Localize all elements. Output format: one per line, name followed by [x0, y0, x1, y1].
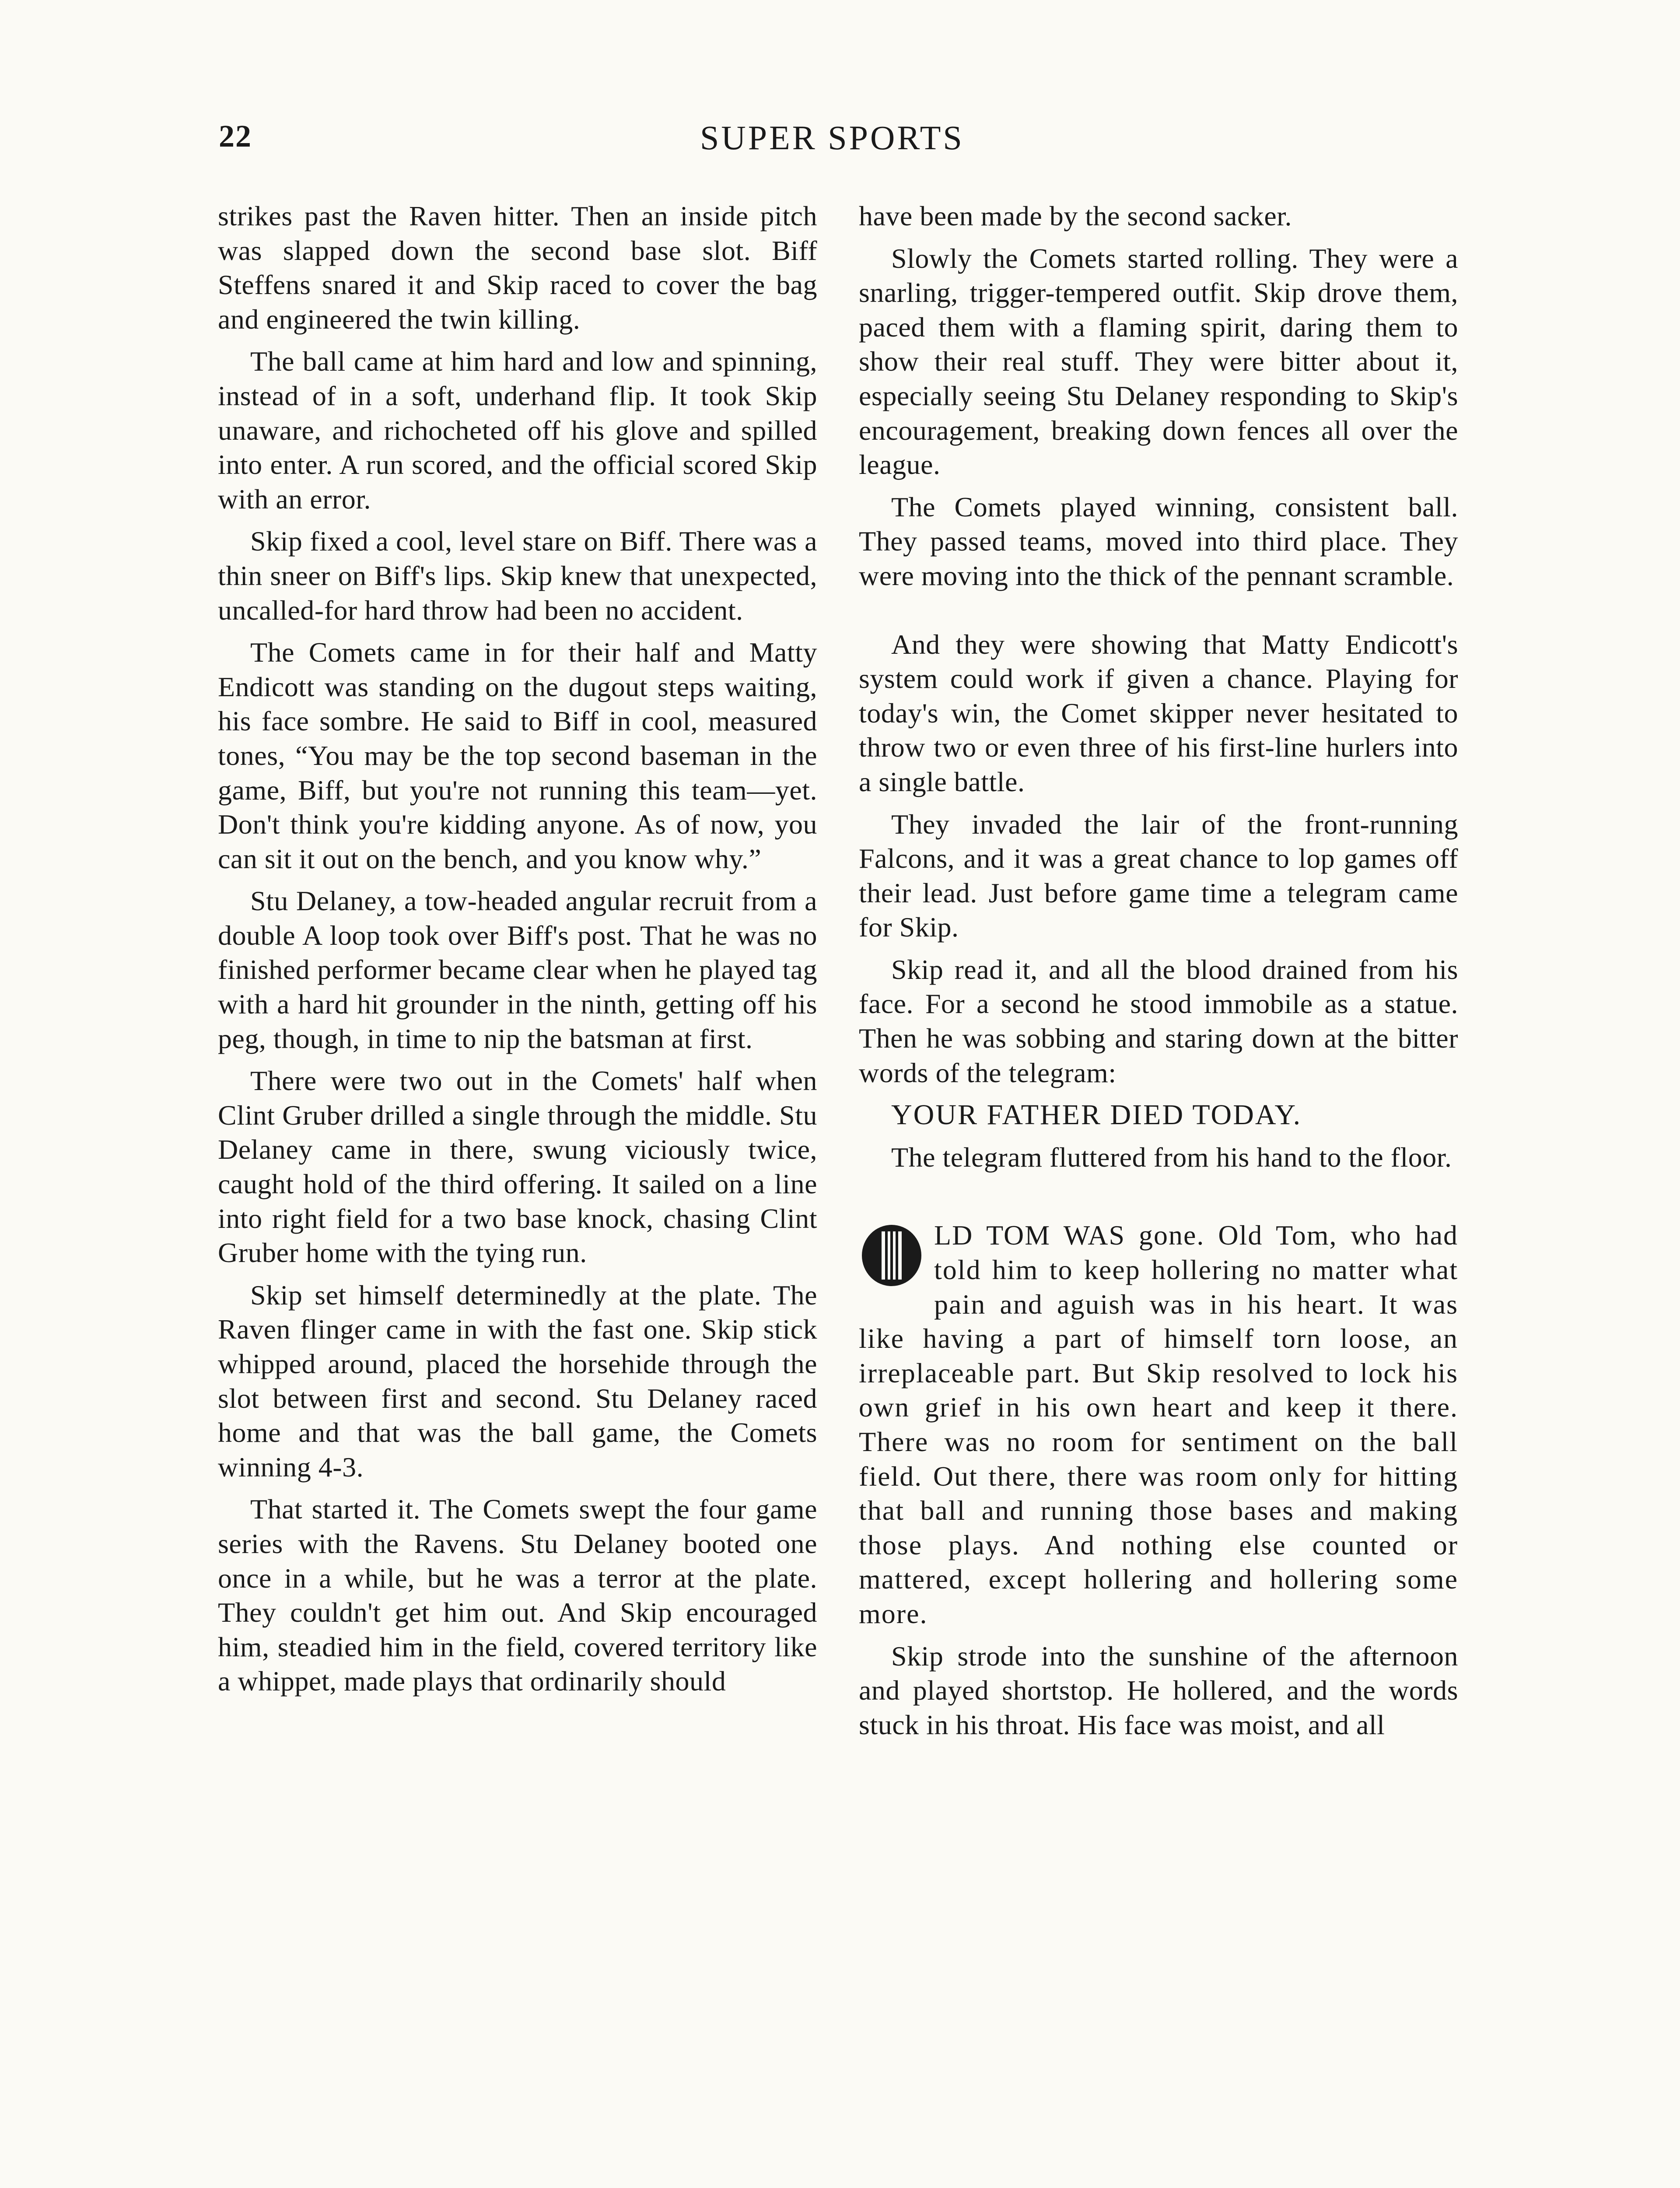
paragraph: The ball came at him hard and low and spinning, instead of in a soft, underhand flip. It took Skip unaware, and richocheted off his glove and spilled into enter. A run scored, and the official scored Skip with an error.	[218, 346, 817, 515]
magazine-title: SUPER SPORTS	[700, 119, 964, 157]
paragraph: And they were showing that Matty Endicott's system could work if given a chance. Playing for today's win, the Comet skipper never hesitated to throw two or even three of his first-line hurlers into a single battle.	[859, 628, 1458, 797]
paragraph: have been made by the second sacker.	[859, 200, 1292, 231]
paragraph: Skip strode into the sunshine of the afternoon and played shortstop. He hollered, and the words stuck in his throat. His face was moist, and all	[859, 1640, 1458, 1740]
paragraph: The Comets came in for their half and Matty Endicott was standing on the dugout steps waiting, his face sombre. He said to Biff in cool, measured tones, “You may be the top second baseman in the game, Biff, but you're not running this team—yet. Don't think you're kidding anyone. As of now, you can sit it out on the bench, and you know why.”	[218, 637, 817, 874]
left-column	[218, 199, 817, 1707]
paragraph: The Comets played winning, consistent ball. They passed teams, moved into third place. They were moving into the thick of the pennant scramble.	[859, 491, 1458, 591]
paragraph: Skip set himself determinedly at the plate. The Raven flinger came in with the fast one. Skip stick whipped around, placed the horsehide through the slot between first and second. Stu Delaney raced home and that was the ball game, the Comets winning 4-3.	[218, 1279, 817, 1483]
running-header	[219, 118, 1461, 166]
paragraph: Skip read it, and all the blood drained from his face. For a second he stood immobile as a statue. Then he was sobbing and staring down at the bitter words of the telegram:	[859, 954, 1458, 1088]
paragraph: There were two out in the Comets' half when Clint Gruber drilled a single through the middle. Stu Delaney came in there, swung viciously twice, caught hold of the third offering. It sailed on a line into right field for a two base knock, chasing Clint Gruber home with the tying run.	[218, 1065, 817, 1269]
paragraph: That started it. The Comets swept the four game series with the Ravens. Stu Delaney booted one once in a while, but he was a terror at the plate. They couldn't get him out. And Skip encouraged him, steadied him in the field, covered territory like a whippet, made plays that ordinarily should	[218, 1494, 817, 1697]
drop-cap-icon	[859, 1223, 924, 1288]
paragraph: Skip fixed a cool, level stare on Biff. There was a thin sneer on Biff's lips. Skip knew that unexpected, uncalled-for hard throw had been no accident.	[218, 526, 817, 626]
paragraph: Slowly the Comets started rolling. They were a snarling, trigger-tempered outfit. Skip drove them, paced them with a flaming spirit, daring them to show their real stuff. They were bitter about it, especially seeing Stu Delaney responding to Skip's encouragement, breaking down fences all over the league.	[859, 242, 1458, 480]
telegram-text: YOUR FATHER DIED TODAY.	[891, 1099, 1302, 1131]
paragraph: They invaded the lair of the front-running Falcons, and it was a great chance to lop games off their lead. Just before game time a telegram came for Skip.	[859, 808, 1458, 943]
drop-cap-paragraph-text: LD TOM WAS gone. Old Tom, who had told him to keep hollering no matter what pain and aguish was in his heart. It was like having a part of himself torn loose, an irreplaceable part. But Skip resolved to lock his own grief in his own heart and keep it there. There was no room for sentiment on the ball field. Out there, there was room only for hitting that ball and running those bases and making those plays. And nothing else counted or mattered, except hollering and hollering some more.	[859, 1220, 1458, 1629]
paragraph: Stu Delaney, a tow-headed angular recruit from a double A loop took over Biff's post. That he was no finished performer became clear when he played tag with a hard hit grounder in the ninth, getting off his peg, though, in time to nip the batsman at first.	[218, 885, 817, 1054]
right-column	[859, 199, 1458, 1750]
drop-cap-paragraph	[859, 1218, 1458, 1631]
paragraph: The telegram fluttered from his hand to the floor.	[891, 1141, 1452, 1173]
paragraph: strikes past the Raven hitter. Then an inside pitch was slapped down the second base slot. Biff Steffens snared it and Skip raced to cover the bag and engineered the twin killing.	[218, 200, 817, 335]
page-number: 22	[219, 119, 252, 154]
